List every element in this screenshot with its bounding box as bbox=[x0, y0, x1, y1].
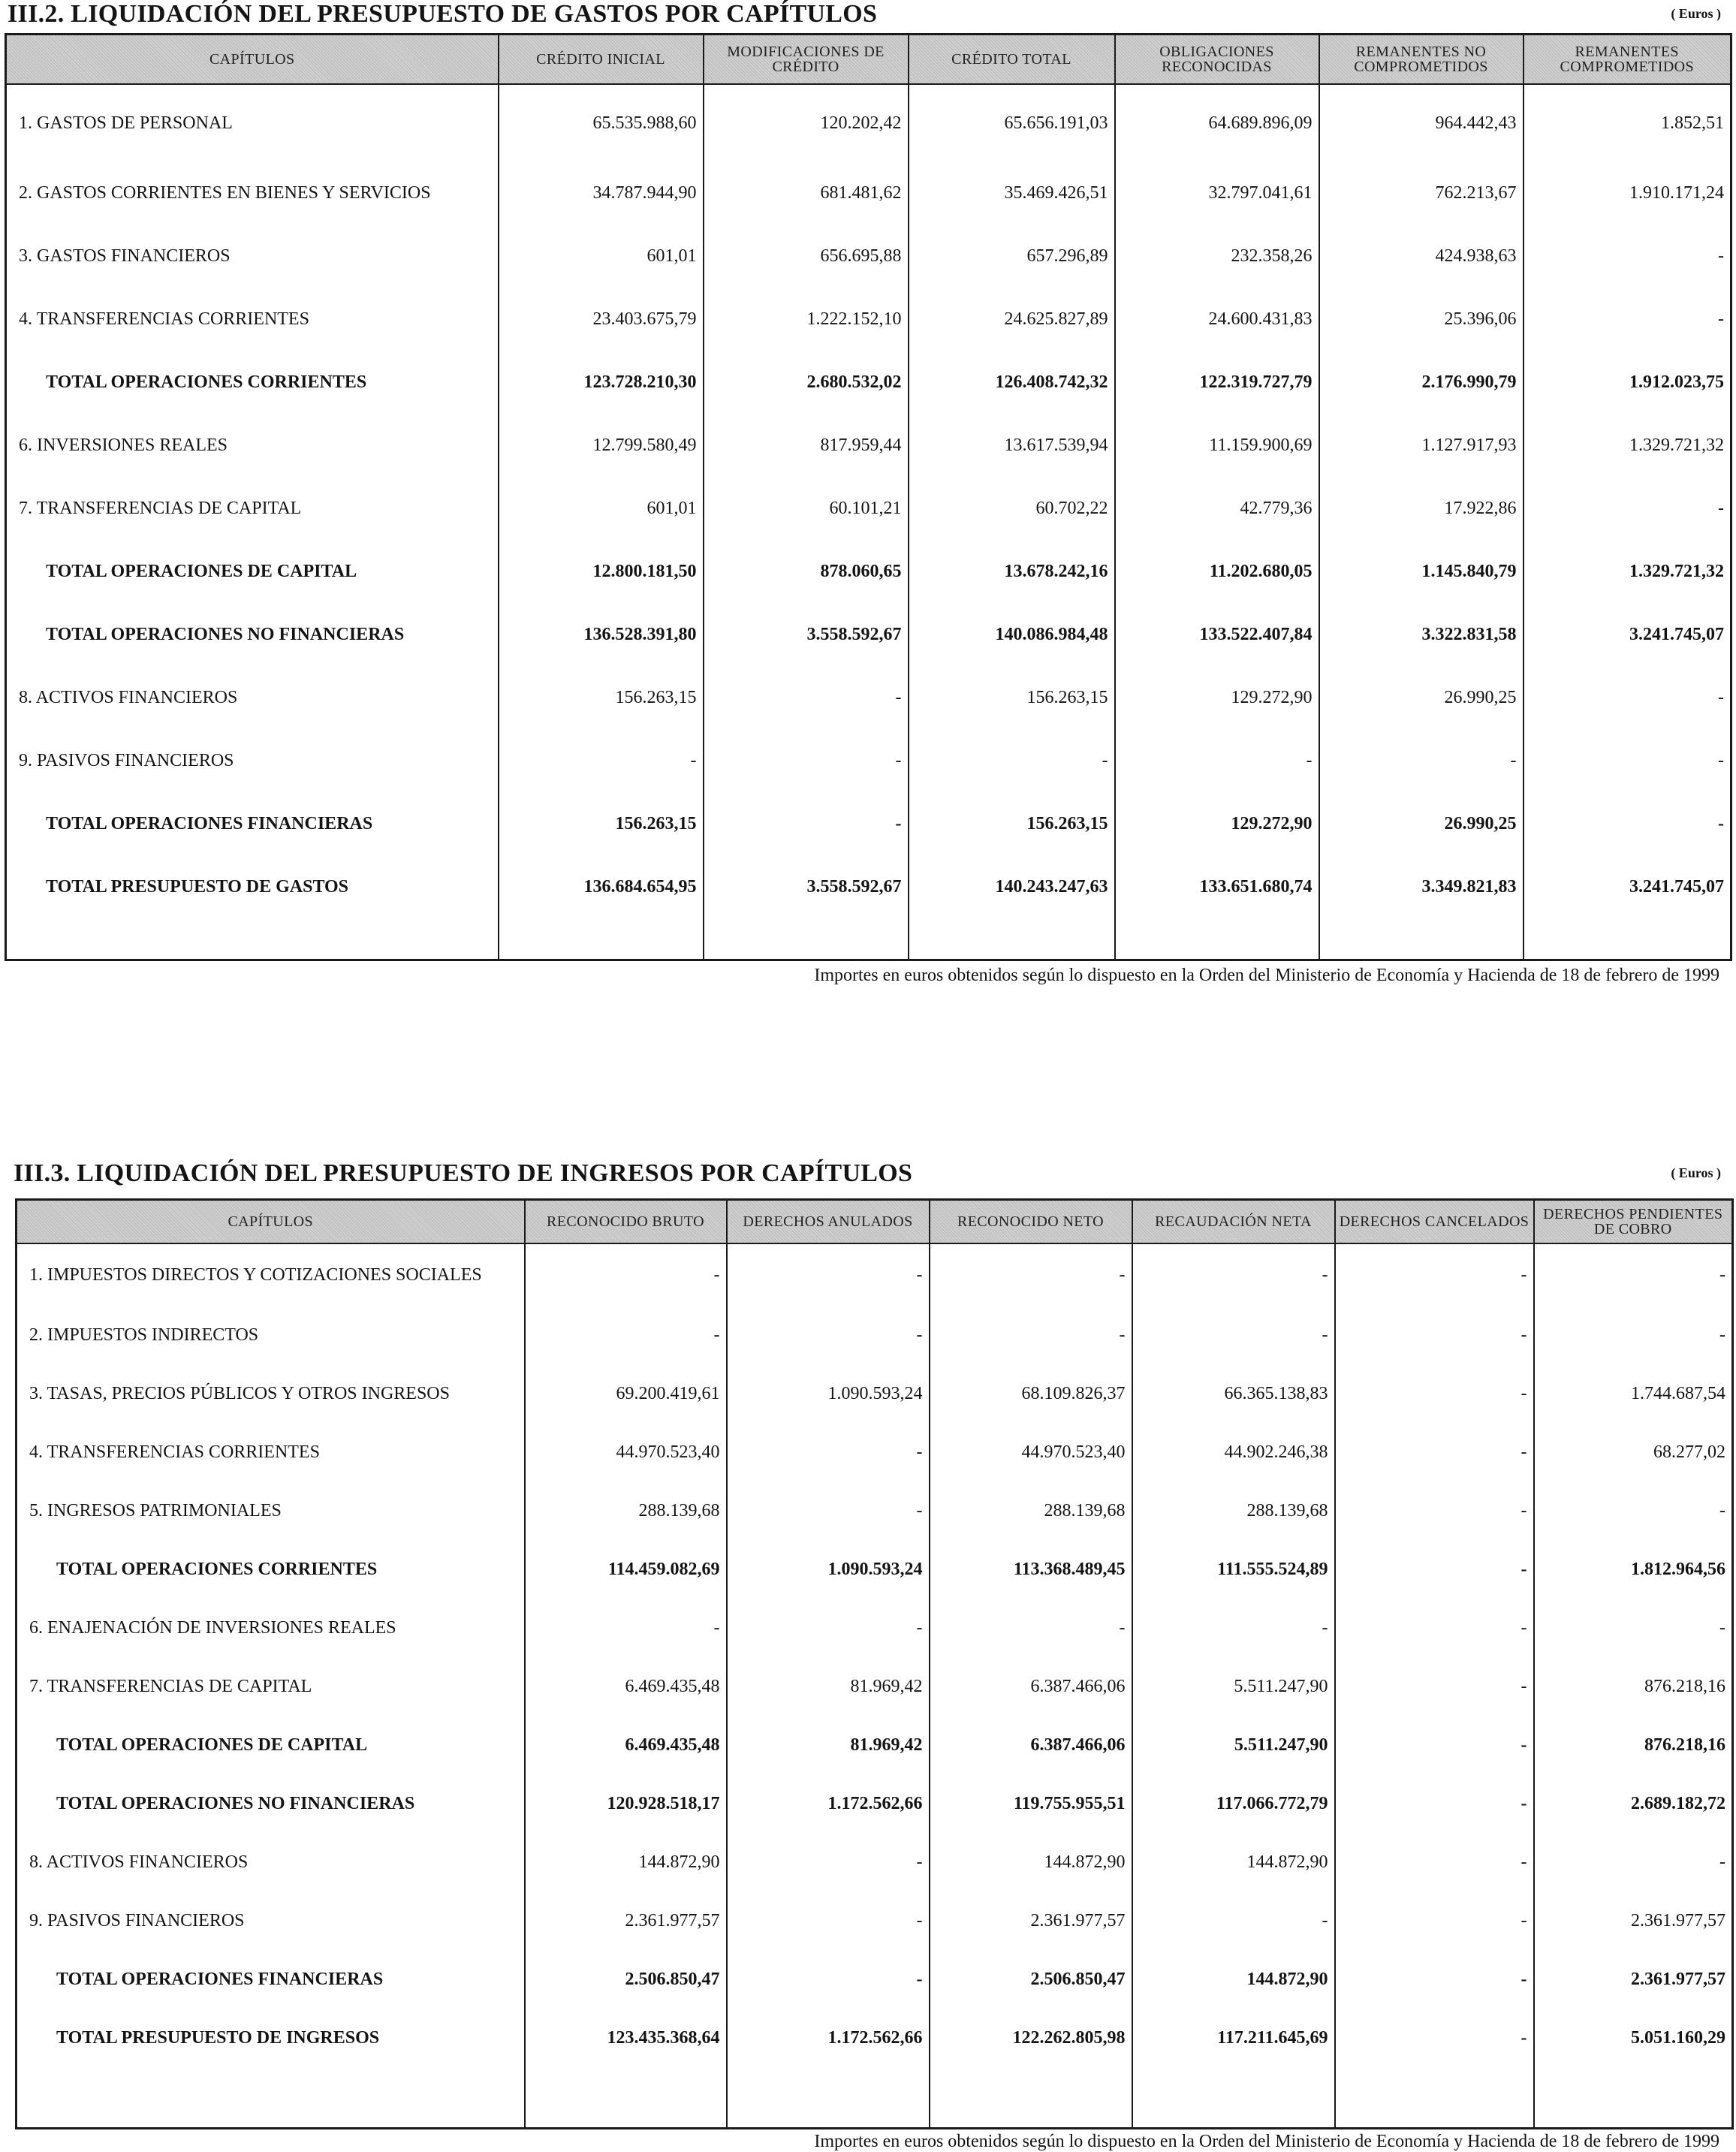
cell-value: 1.852,51 bbox=[1524, 84, 1731, 162]
cell-value: 65.535.988,60 bbox=[499, 84, 704, 162]
cell-value: 144.872,90 bbox=[525, 1834, 727, 1892]
cell-value: 5.051.160,29 bbox=[1534, 2009, 1733, 2068]
cell-value: 2.506.850,47 bbox=[930, 1951, 1132, 2009]
total-row bbox=[17, 1775, 1733, 1834]
cell-value: 144.872,90 bbox=[1132, 1834, 1335, 1892]
cell-value: - bbox=[727, 1599, 930, 1658]
empty-cell bbox=[499, 919, 704, 960]
cell-value: 2.361.977,57 bbox=[525, 1892, 727, 1951]
table-row bbox=[6, 478, 1731, 541]
cell-value: 44.970.523,40 bbox=[930, 1424, 1132, 1482]
ingresos-table bbox=[15, 1198, 1734, 2129]
cell-value: 60.702,22 bbox=[909, 478, 1115, 541]
total-row bbox=[17, 2009, 1733, 2068]
cell-value: 133.651.680,74 bbox=[1115, 856, 1319, 919]
empty-cell bbox=[704, 919, 909, 960]
cell-value: 6.387.466,06 bbox=[930, 1658, 1132, 1716]
cell-value: - bbox=[1319, 730, 1524, 793]
row-label: 9. PASIVOS FINANCIEROS bbox=[6, 730, 499, 793]
cell-value: 2.680.532,02 bbox=[704, 351, 909, 414]
total-row bbox=[6, 856, 1731, 919]
cell-value: - bbox=[1335, 1775, 1534, 1834]
gastos-table bbox=[5, 33, 1732, 961]
header-reconocido-bruto: RECONOCIDO BRUTO bbox=[525, 1200, 727, 1243]
header-remanentes-no-comprometidos: REMANENTES NO COMPROMETIDOS bbox=[1319, 35, 1524, 84]
ingresos-title: III.3. LIQUIDACIÓN DEL PRESUPUESTO DE INGRESOS POR CAPÍTULOS bbox=[14, 1159, 913, 1187]
cell-value: 140.086.984,48 bbox=[909, 604, 1115, 667]
cell-value: - bbox=[1132, 1243, 1335, 1307]
filler-row bbox=[6, 919, 1731, 960]
cell-value: - bbox=[909, 730, 1115, 793]
cell-value: 1.812.964,56 bbox=[1534, 1541, 1733, 1599]
cell-value: 1.912.023,75 bbox=[1524, 351, 1731, 414]
cell-value: 120.928.518,17 bbox=[525, 1775, 727, 1834]
cell-value: 424.938,63 bbox=[1319, 225, 1524, 288]
row-label: 2. GASTOS CORRIENTES EN BIENES Y SERVICIOS bbox=[6, 162, 499, 225]
gastos-header-row bbox=[6, 35, 1731, 84]
cell-value: - bbox=[1534, 1243, 1733, 1307]
total-row bbox=[17, 1541, 1733, 1599]
row-label: TOTAL OPERACIONES CORRIENTES bbox=[17, 1541, 525, 1599]
cell-value: 44.902.246,38 bbox=[1132, 1424, 1335, 1482]
table-row bbox=[17, 1365, 1733, 1424]
cell-value: 2.361.977,57 bbox=[1534, 1892, 1733, 1951]
row-label: TOTAL OPERACIONES CORRIENTES bbox=[6, 351, 499, 414]
cell-value: 13.617.539,94 bbox=[909, 414, 1115, 478]
table-row bbox=[6, 667, 1731, 730]
total-row bbox=[6, 541, 1731, 604]
table-row bbox=[6, 84, 1731, 162]
cell-value: 656.695,88 bbox=[704, 225, 909, 288]
header-modificaciones: MODIFICACIONES DE CRÉDITO bbox=[704, 35, 909, 84]
cell-value: 156.263,15 bbox=[909, 667, 1115, 730]
cell-value: 65.656.191,03 bbox=[909, 84, 1115, 162]
cell-value: 1.172.562,66 bbox=[727, 1775, 930, 1834]
cell-value: 1.145.840,79 bbox=[1319, 541, 1524, 604]
table-row bbox=[17, 1892, 1733, 1951]
cell-value: - bbox=[727, 1424, 930, 1482]
cell-value: 42.779,36 bbox=[1115, 478, 1319, 541]
cell-value: 964.442,43 bbox=[1319, 84, 1524, 162]
cell-value: - bbox=[1335, 1834, 1534, 1892]
gastos-units: ( Euros ) bbox=[1671, 6, 1721, 21]
row-label: 4. TRANSFERENCIAS CORRIENTES bbox=[6, 288, 499, 351]
cell-value: 122.319.727,79 bbox=[1115, 351, 1319, 414]
cell-value: 129.272,90 bbox=[1115, 793, 1319, 856]
cell-value: 68.109.826,37 bbox=[930, 1365, 1132, 1424]
row-label: 7. TRANSFERENCIAS DE CAPITAL bbox=[17, 1658, 525, 1716]
cell-value: 11.202.680,05 bbox=[1115, 541, 1319, 604]
cell-value: - bbox=[1524, 478, 1731, 541]
cell-value: 2.361.977,57 bbox=[1534, 1951, 1733, 2009]
header-credito-inicial: CRÉDITO INICIAL bbox=[499, 35, 704, 84]
header-capitulos: CAPÍTULOS bbox=[17, 1200, 525, 1243]
cell-value: 26.990,25 bbox=[1319, 793, 1524, 856]
cell-value: 1.127.917,93 bbox=[1319, 414, 1524, 478]
empty-cell bbox=[17, 2068, 525, 2129]
table-row bbox=[17, 1834, 1733, 1892]
cell-value: 3.241.745,07 bbox=[1524, 604, 1731, 667]
row-label: 6. ENAJENACIÓN DE INVERSIONES REALES bbox=[17, 1599, 525, 1658]
header-derechos-cancelados: DERECHOS CANCELADOS bbox=[1335, 1200, 1534, 1243]
ingresos-header-row bbox=[17, 1200, 1733, 1243]
table-row bbox=[6, 730, 1731, 793]
cell-value: 60.101,21 bbox=[704, 478, 909, 541]
cell-value: 232.358,26 bbox=[1115, 225, 1319, 288]
table-row bbox=[17, 1482, 1733, 1541]
cell-value: - bbox=[1335, 1599, 1534, 1658]
row-label: 3. TASAS, PRECIOS PÚBLICOS Y OTROS INGRESOS bbox=[17, 1365, 525, 1424]
filler-row bbox=[17, 2068, 1733, 2129]
row-label: TOTAL OPERACIONES FINANCIERAS bbox=[17, 1951, 525, 2009]
table-row bbox=[6, 414, 1731, 478]
empty-cell bbox=[6, 919, 499, 960]
empty-cell bbox=[1335, 2068, 1534, 2129]
cell-value: - bbox=[930, 1599, 1132, 1658]
header-derechos-anulados: DERECHOS ANULADOS bbox=[727, 1200, 930, 1243]
cell-value: 1.222.152,10 bbox=[704, 288, 909, 351]
cell-value: - bbox=[1335, 1716, 1534, 1775]
cell-value: - bbox=[727, 1243, 930, 1307]
table-row bbox=[17, 1658, 1733, 1716]
cell-value: 35.469.426,51 bbox=[909, 162, 1115, 225]
cell-value: 24.600.431,83 bbox=[1115, 288, 1319, 351]
table-row bbox=[17, 1599, 1733, 1658]
total-row bbox=[6, 604, 1731, 667]
cell-value: 117.066.772,79 bbox=[1132, 1775, 1335, 1834]
cell-value: 17.922,86 bbox=[1319, 478, 1524, 541]
total-row bbox=[17, 1716, 1733, 1775]
table-row bbox=[17, 1424, 1733, 1482]
gastos-note: Importes en euros obtenidos según lo dispuesto en la Orden del Ministerio de Economía y Hacienda de 18 de febrero de 1999 bbox=[814, 966, 1719, 985]
cell-value: 64.689.896,09 bbox=[1115, 84, 1319, 162]
empty-cell bbox=[1115, 919, 1319, 960]
cell-value: - bbox=[1335, 1482, 1534, 1541]
row-label: 2. IMPUESTOS INDIRECTOS bbox=[17, 1307, 525, 1365]
empty-cell bbox=[909, 919, 1115, 960]
empty-cell bbox=[1132, 2068, 1335, 2129]
cell-value: - bbox=[1335, 1541, 1534, 1599]
cell-value: - bbox=[525, 1307, 727, 1365]
cell-value: 140.243.247,63 bbox=[909, 856, 1115, 919]
cell-value: 123.435.368,64 bbox=[525, 2009, 727, 2068]
cell-value: 3.322.831,58 bbox=[1319, 604, 1524, 667]
cell-value: 136.684.654,95 bbox=[499, 856, 704, 919]
total-row bbox=[6, 793, 1731, 856]
header-derechos-pendientes: DERECHOS PENDIENTES DE COBRO bbox=[1534, 1200, 1733, 1243]
cell-value: 122.262.805,98 bbox=[930, 2009, 1132, 2068]
cell-value: 288.139,68 bbox=[525, 1482, 727, 1541]
cell-value: 6.469.435,48 bbox=[525, 1716, 727, 1775]
cell-value: 126.408.742,32 bbox=[909, 351, 1115, 414]
cell-value: 32.797.041,61 bbox=[1115, 162, 1319, 225]
row-label: 4. TRANSFERENCIAS CORRIENTES bbox=[17, 1424, 525, 1482]
cell-value: - bbox=[1335, 1892, 1534, 1951]
row-label: 8. ACTIVOS FINANCIEROS bbox=[6, 667, 499, 730]
cell-value: 2.361.977,57 bbox=[930, 1892, 1132, 1951]
cell-value: - bbox=[930, 1307, 1132, 1365]
cell-value: - bbox=[1335, 1658, 1534, 1716]
cell-value: 288.139,68 bbox=[1132, 1482, 1335, 1541]
cell-value: 878.060,65 bbox=[704, 541, 909, 604]
cell-value: - bbox=[930, 1243, 1132, 1307]
cell-value: 288.139,68 bbox=[930, 1482, 1132, 1541]
cell-value: 3.558.592,67 bbox=[704, 604, 909, 667]
cell-value: - bbox=[1524, 667, 1731, 730]
table-row bbox=[17, 1243, 1733, 1307]
cell-value: 657.296,89 bbox=[909, 225, 1115, 288]
empty-cell bbox=[1319, 919, 1524, 960]
cell-value: 81.969,42 bbox=[727, 1716, 930, 1775]
cell-value: 113.368.489,45 bbox=[930, 1541, 1132, 1599]
cell-value: - bbox=[1132, 1599, 1335, 1658]
cell-value: 2.176.990,79 bbox=[1319, 351, 1524, 414]
cell-value: - bbox=[727, 1951, 930, 2009]
table-row bbox=[6, 288, 1731, 351]
cell-value: 12.799.580,49 bbox=[499, 414, 704, 478]
cell-value: 156.263,15 bbox=[909, 793, 1115, 856]
table-row bbox=[6, 162, 1731, 225]
cell-value: 136.528.391,80 bbox=[499, 604, 704, 667]
cell-value: 26.990,25 bbox=[1319, 667, 1524, 730]
row-label: 3. GASTOS FINANCIEROS bbox=[6, 225, 499, 288]
header-reconocido-neto: RECONOCIDO NETO bbox=[930, 1200, 1132, 1243]
cell-value: - bbox=[1335, 1243, 1534, 1307]
cell-value: - bbox=[1534, 1482, 1733, 1541]
cell-value: - bbox=[1524, 288, 1731, 351]
cell-value: 34.787.944,90 bbox=[499, 162, 704, 225]
cell-value: 2.689.182,72 bbox=[1534, 1775, 1733, 1834]
cell-value: - bbox=[1335, 1424, 1534, 1482]
cell-value: - bbox=[727, 1307, 930, 1365]
cell-value: 3.349.821,83 bbox=[1319, 856, 1524, 919]
cell-value: 144.872,90 bbox=[1132, 1951, 1335, 2009]
row-label: 9. PASIVOS FINANCIEROS bbox=[17, 1892, 525, 1951]
total-row bbox=[6, 351, 1731, 414]
row-label: 1. GASTOS DE PERSONAL bbox=[6, 84, 499, 162]
cell-value: 1.910.171,24 bbox=[1524, 162, 1731, 225]
row-label: 8. ACTIVOS FINANCIEROS bbox=[17, 1834, 525, 1892]
cell-value: 2.506.850,47 bbox=[525, 1951, 727, 2009]
cell-value: - bbox=[499, 730, 704, 793]
row-label: 1. IMPUESTOS DIRECTOS Y COTIZACIONES SOCIALES bbox=[17, 1243, 525, 1307]
row-label: TOTAL PRESUPUESTO DE GASTOS bbox=[6, 856, 499, 919]
cell-value: 5.511.247,90 bbox=[1132, 1716, 1335, 1775]
row-label: TOTAL OPERACIONES FINANCIERAS bbox=[6, 793, 499, 856]
cell-value: 129.272,90 bbox=[1115, 667, 1319, 730]
cell-value: - bbox=[1524, 793, 1731, 856]
cell-value: 117.211.645,69 bbox=[1132, 2009, 1335, 2068]
gastos-title: III.2. LIQUIDACIÓN DEL PRESUPUESTO DE GASTOS POR CAPÍTULOS bbox=[8, 0, 878, 28]
cell-value: - bbox=[727, 1892, 930, 1951]
gastos-section bbox=[0, 0, 1736, 999]
cell-value: - bbox=[704, 793, 909, 856]
cell-value: 601,01 bbox=[499, 225, 704, 288]
cell-value: 6.469.435,48 bbox=[525, 1658, 727, 1716]
ingresos-units: ( Euros ) bbox=[1671, 1165, 1721, 1180]
header-credito-total: CRÉDITO TOTAL bbox=[909, 35, 1115, 84]
cell-value: 876.218,16 bbox=[1534, 1658, 1733, 1716]
row-label: TOTAL OPERACIONES NO FINANCIERAS bbox=[6, 604, 499, 667]
row-label: TOTAL PRESUPUESTO DE INGRESOS bbox=[17, 2009, 525, 2068]
header-capitulos: CAPÍTULOS bbox=[6, 35, 499, 84]
cell-value: 144.872,90 bbox=[930, 1834, 1132, 1892]
cell-value: - bbox=[1534, 1599, 1733, 1658]
cell-value: 13.678.242,16 bbox=[909, 541, 1115, 604]
cell-value: 25.396,06 bbox=[1319, 288, 1524, 351]
cell-value: - bbox=[1534, 1307, 1733, 1365]
cell-value: 68.277,02 bbox=[1534, 1424, 1733, 1482]
cell-value: - bbox=[1132, 1892, 1335, 1951]
cell-value: - bbox=[1524, 730, 1731, 793]
empty-cell bbox=[525, 2068, 727, 2129]
cell-value: - bbox=[1534, 1834, 1733, 1892]
cell-value: 11.159.900,69 bbox=[1115, 414, 1319, 478]
empty-cell bbox=[727, 2068, 930, 2129]
cell-value: 24.625.827,89 bbox=[909, 288, 1115, 351]
cell-value: 81.969,42 bbox=[727, 1658, 930, 1716]
cell-value: 69.200.419,61 bbox=[525, 1365, 727, 1424]
cell-value: - bbox=[1132, 1307, 1335, 1365]
cell-value: 156.263,15 bbox=[499, 667, 704, 730]
table-row bbox=[6, 225, 1731, 288]
ingresos-note: Importes en euros obtenidos según lo dispuesto en la Orden del Ministerio de Economía y Hacienda de 18 de febrero de 1999 bbox=[814, 2132, 1719, 2151]
cell-value: 1.090.593,24 bbox=[727, 1365, 930, 1424]
cell-value: 111.555.524,89 bbox=[1132, 1541, 1335, 1599]
header-recaudacion-neta: RECAUDACIÓN NETA bbox=[1132, 1200, 1335, 1243]
cell-value: 1.090.593,24 bbox=[727, 1541, 930, 1599]
header-remanentes-comprometidos: REMANENTES COMPROMETIDOS bbox=[1524, 35, 1731, 84]
row-label: TOTAL OPERACIONES NO FINANCIERAS bbox=[17, 1775, 525, 1834]
cell-value: 66.365.138,83 bbox=[1132, 1365, 1335, 1424]
cell-value: - bbox=[525, 1243, 727, 1307]
cell-value: 762.213,67 bbox=[1319, 162, 1524, 225]
cell-value: - bbox=[704, 667, 909, 730]
cell-value: 1.172.562,66 bbox=[727, 2009, 930, 2068]
cell-value: 133.522.407,84 bbox=[1115, 604, 1319, 667]
row-label: 7. TRANSFERENCIAS DE CAPITAL bbox=[6, 478, 499, 541]
cell-value: 12.800.181,50 bbox=[499, 541, 704, 604]
row-label: TOTAL OPERACIONES DE CAPITAL bbox=[17, 1716, 525, 1775]
cell-value: - bbox=[1524, 225, 1731, 288]
cell-value: - bbox=[704, 730, 909, 793]
ingresos-section bbox=[0, 1159, 1736, 2150]
row-label: 6. INVERSIONES REALES bbox=[6, 414, 499, 478]
cell-value: 3.558.592,67 bbox=[704, 856, 909, 919]
cell-value: 6.387.466,06 bbox=[930, 1716, 1132, 1775]
cell-value: - bbox=[1335, 1365, 1534, 1424]
empty-cell bbox=[1524, 919, 1731, 960]
cell-value: 601,01 bbox=[499, 478, 704, 541]
cell-value: 23.403.675,79 bbox=[499, 288, 704, 351]
cell-value: 817.959,44 bbox=[704, 414, 909, 478]
cell-value: - bbox=[727, 1482, 930, 1541]
cell-value: 120.202,42 bbox=[704, 84, 909, 162]
cell-value: 1.329.721,32 bbox=[1524, 541, 1731, 604]
cell-value: 1.744.687,54 bbox=[1534, 1365, 1733, 1424]
cell-value: - bbox=[1335, 1951, 1534, 2009]
cell-value: - bbox=[1335, 1307, 1534, 1365]
cell-value: 44.970.523,40 bbox=[525, 1424, 727, 1482]
cell-value: - bbox=[727, 1834, 930, 1892]
cell-value: 156.263,15 bbox=[499, 793, 704, 856]
header-obligaciones: OBLIGACIONES RECONOCIDAS bbox=[1115, 35, 1319, 84]
cell-value: - bbox=[1335, 2009, 1534, 2068]
cell-value: 681.481,62 bbox=[704, 162, 909, 225]
cell-value: 5.511.247,90 bbox=[1132, 1658, 1335, 1716]
cell-value: 123.728.210,30 bbox=[499, 351, 704, 414]
cell-value: 876.218,16 bbox=[1534, 1716, 1733, 1775]
cell-value: 1.329.721,32 bbox=[1524, 414, 1731, 478]
cell-value: 114.459.082,69 bbox=[525, 1541, 727, 1599]
empty-cell bbox=[930, 2068, 1132, 2129]
cell-value: 119.755.955,51 bbox=[930, 1775, 1132, 1834]
cell-value: - bbox=[1115, 730, 1319, 793]
row-label: TOTAL OPERACIONES DE CAPITAL bbox=[6, 541, 499, 604]
cell-value: 3.241.745,07 bbox=[1524, 856, 1731, 919]
table-row bbox=[17, 1307, 1733, 1365]
empty-cell bbox=[1534, 2068, 1733, 2129]
row-label: 5. INGRESOS PATRIMONIALES bbox=[17, 1482, 525, 1541]
cell-value: - bbox=[525, 1599, 727, 1658]
total-row bbox=[17, 1951, 1733, 2009]
